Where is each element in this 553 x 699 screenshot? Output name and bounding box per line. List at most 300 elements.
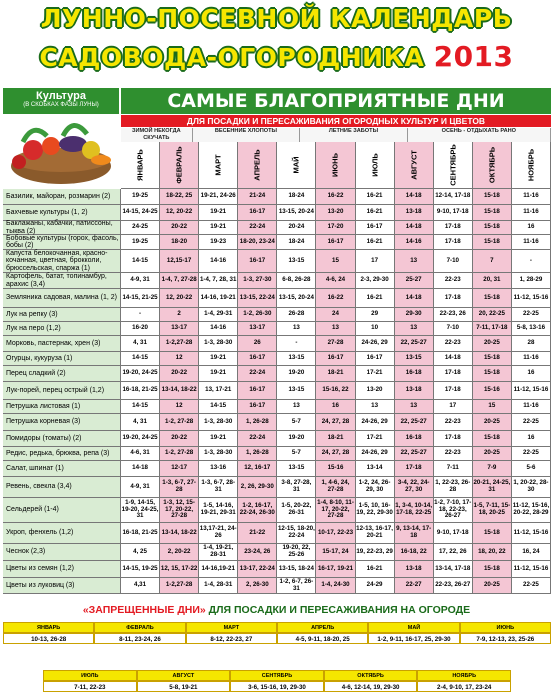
table-cell: 13 (277, 400, 316, 413)
table-cell: 13-15, 20-24 (277, 289, 316, 307)
table-cell: 20-25 (473, 578, 512, 593)
forbidden-days: 3-6, 15-16, 19, 29-30 (230, 681, 324, 692)
table-cell: 3-8, 27-28, 31 (277, 477, 316, 497)
table-cell: 2-3, 29-30 (356, 273, 395, 288)
table-cell: 13-18 (395, 382, 434, 399)
forbidden-title-rest: ДЛЯ ПОСАДКИ И ПЕРЕСАЖИВАНИЯ НА ОГОРОДЕ (205, 604, 471, 616)
table-cell: 15-18 (473, 205, 512, 220)
table-cell: 17-20 (316, 221, 355, 234)
table-cell: 16-22 (316, 189, 355, 204)
table-cell: 22-25 (512, 414, 551, 430)
table-cell: 16-17, 19-21 (316, 561, 355, 577)
table-cell: 13 (356, 400, 395, 413)
table-cell: 22-25 (512, 447, 551, 460)
table-cell: 28 (512, 336, 551, 351)
title-line2-text: САДОВОДА-ОГОРОДНИКА (39, 43, 425, 72)
table-cell: 11-12, 15-16 (512, 561, 551, 577)
table-cell: 18-22, 25 (160, 189, 199, 204)
crop-name: Цветы из семян (1,2) (3, 561, 121, 577)
forbidden-days: 2-4, 9-10, 17, 23-24 (417, 681, 511, 692)
table-cell: 19-20 (277, 366, 316, 381)
table-cell: 19-21 (199, 205, 238, 220)
table-cell: 4-9, 31 (121, 273, 160, 288)
crop-name: Лук на репку (3) (3, 308, 121, 321)
table-cell: 1-4, 24-30 (316, 578, 355, 593)
forbidden-month: МАЙ (368, 622, 459, 633)
month-header (199, 142, 238, 189)
table-cell: 15-18 (473, 431, 512, 446)
forbidden-month: АВГУСТ (137, 670, 231, 681)
table-cell: 1-2,27-28 (160, 336, 199, 351)
table-cell: 24-25 (121, 221, 160, 234)
table-cell: 1-2, 27-28 (160, 414, 199, 430)
table-row (3, 366, 551, 382)
table-cell: 15-18 (473, 561, 512, 577)
table-cell: 15-16 (316, 461, 355, 476)
table-cell: 5-8, 13-16 (512, 322, 551, 335)
table-cell: 11-16 (512, 205, 551, 220)
table-cell: 2, 26, 29-30 (238, 477, 277, 497)
table-cell: 22-27 (395, 578, 434, 593)
table-cell: 16 (512, 221, 551, 234)
table-cell: 16-17 (316, 235, 355, 249)
table-cell: 13,17-21, 24-26 (199, 523, 238, 543)
forbidden-days: 1-2, 9-11, 16-17, 25, 29-30 (368, 633, 459, 644)
table-cell: 1-3, 28-30 (199, 414, 238, 430)
table-cell: 12, 20-22 (160, 289, 199, 307)
table-cell: 13-15 (395, 352, 434, 365)
table-cell: 15 (473, 400, 512, 413)
table-cell: 16-21 (356, 235, 395, 249)
forbidden-month: СЕНТЯБРЬ (230, 670, 324, 681)
table-cell: 1, 3-4, 10-14, 17-18, 22-25 (395, 498, 434, 522)
table-cell: 16 (512, 366, 551, 381)
table-cell: 6-8, 26-28 (277, 273, 316, 288)
table-cell: 18-20, 23-24 (238, 235, 277, 249)
table-cell: 16-17 (238, 205, 277, 220)
table-cell: 13-15, 20-24 (277, 205, 316, 220)
table-row (3, 382, 551, 400)
table-cell: 14-18 (434, 352, 473, 365)
table-cell: 7-11 (434, 461, 473, 476)
table-cell: 19-25 (121, 189, 160, 204)
table-cell: 12, 15, 17-22 (160, 561, 199, 577)
table-cell: 14-15 (121, 400, 160, 413)
table-cell: 16-18, 22 (395, 544, 434, 560)
crop-name: Лук-порей, перец острый (1,2) (3, 382, 121, 399)
crop-name: Укроп, фенхель (1,2) (3, 523, 121, 543)
crop-name: Земляника садовая, малина (1, 2) (3, 289, 121, 307)
table-cell: 24-26, 29 (356, 447, 395, 460)
table-cell: 14-15 (121, 250, 160, 272)
table-cell: 16-21 (356, 561, 395, 577)
page-title (0, 0, 553, 86)
table-cell: 11-16 (512, 235, 551, 249)
table-row (3, 544, 551, 561)
culture-label: Культура (36, 90, 86, 102)
table-cell: 1-2, 24, 26-29, 30 (356, 477, 395, 497)
table-cell: 12,15-17 (160, 250, 199, 272)
month-header (121, 142, 160, 189)
table-cell: 1-2,27-28 (160, 578, 199, 593)
table-cell: 20-22 (160, 366, 199, 381)
table-cell: 11-12, 15-16 (512, 289, 551, 307)
table-row (3, 205, 551, 221)
table-cell: 11-16 (512, 189, 551, 204)
table-cell: 13-20 (316, 205, 355, 220)
month-header (473, 142, 512, 189)
table-cell: 13, 17-21 (199, 382, 238, 399)
table-cell: 1, 4-6, 24, 27-28 (316, 477, 355, 497)
forbidden-month: НОЯБРЬ (417, 670, 511, 681)
table-cell: 12, 16-17 (238, 461, 277, 476)
table-cell: 25-27 (395, 273, 434, 288)
main-banner: САМЫЕ БЛАГОПРИЯТНЫЕ ДНИ (121, 88, 551, 114)
table-cell: 2, 20-22 (160, 544, 199, 560)
table-cell: 17-18 (434, 366, 473, 381)
season-spring: ВЕСЕННИЕ ХЛОПОТЫ (193, 128, 301, 142)
table-cell: 1, 26-28 (238, 414, 277, 430)
table-cell: 18-24 (277, 189, 316, 204)
table-cell: 13-14, 18-22 (160, 382, 199, 399)
table-cell: 13-17 (238, 322, 277, 335)
table-cell: 16, 24 (512, 544, 551, 560)
table-cell: 15-18 (473, 189, 512, 204)
forbidden-month: АПРЕЛЬ (277, 622, 368, 633)
month-label: АПРЕЛЬ (252, 149, 262, 181)
table-cell: 20-22 (160, 221, 199, 234)
table-row (3, 447, 551, 461)
table-cell: 22-24 (238, 431, 277, 446)
table-cell: 19-25 (121, 235, 160, 249)
table-row (3, 221, 551, 235)
forbidden-days: 7-9, 12-13, 23, 25-26 (460, 633, 551, 644)
table-cell: 13-15, 18-24 (277, 561, 316, 577)
table-cell: 13-17, 22-24 (238, 561, 277, 577)
table-cell: 12-13, 16-17, 20-21 (356, 523, 395, 543)
table-cell: 17-18 (434, 235, 473, 249)
crop-name: Цветы из луковиц (3) (3, 578, 121, 593)
table-cell: 18-21 (316, 431, 355, 446)
table-cell: 9, 13-14, 17-18 (395, 523, 434, 543)
forbidden-days: 8-11, 23-24, 26 (94, 633, 185, 644)
table-cell: 16-17 (356, 221, 395, 234)
month-header (316, 142, 355, 189)
table-row (3, 477, 551, 498)
table-row (3, 250, 551, 273)
table-cell: 13-18 (395, 561, 434, 577)
crop-name: Петрушка листовая (1) (3, 400, 121, 413)
table-row (3, 289, 551, 308)
table-cell: 24-26, 29 (356, 336, 395, 351)
table-cell: 24-26, 29 (356, 414, 395, 430)
table-cell: 1-5, 20-22, 26-31 (277, 498, 316, 522)
table-cell: 16-17 (238, 250, 277, 272)
table-cell: 14-16, 19-21 (199, 289, 238, 307)
table-cell: 15-18 (473, 289, 512, 307)
table-row (3, 561, 551, 578)
table-cell: 1-4, 28-31 (199, 578, 238, 593)
table-cell: 19-20 (277, 431, 316, 446)
title-line2 (0, 40, 553, 73)
table-cell: 17-18 (434, 221, 473, 234)
table-cell: 14-15 (199, 400, 238, 413)
season-summer: ЛЕТНИЕ ЗАБОТЫ (300, 128, 408, 142)
table-cell: 1-5, 14-16, 19-21, 29-31 (199, 498, 238, 522)
table-cell: 14-16 (199, 250, 238, 272)
month-header (512, 142, 551, 189)
table-cell: 20-25 (473, 447, 512, 460)
table-row (3, 352, 551, 366)
table-cell: 12 (160, 400, 199, 413)
table-cell: 4-6, 24 (316, 273, 355, 288)
forbidden-days: 10-13, 26-28 (3, 633, 94, 644)
table-cell: 14-15, 19-25 (121, 561, 160, 577)
table-cell: - (121, 308, 160, 321)
forbidden-month: МАРТ (186, 622, 277, 633)
table-cell: 29 (356, 308, 395, 321)
table-cell: 13-15 (277, 250, 316, 272)
table-cell: 1-2, 16-17, 22-24, 26-30 (238, 498, 277, 522)
table-cell: 13-14, 18-22 (160, 523, 199, 543)
forbidden-days: 5-8, 19-21 (137, 681, 231, 692)
month-label: ФЕВРАЛЬ (174, 146, 184, 184)
table-cell: 22-24 (238, 366, 277, 381)
table-cell: 7-10 (434, 250, 473, 272)
table-cell: 22-25 (512, 308, 551, 321)
table-cell: 24-29 (356, 578, 395, 593)
table-cell: 2 (160, 308, 199, 321)
table-cell: 29-30 (395, 308, 434, 321)
table-cell: 15-16 (473, 382, 512, 399)
table-cell: 1-2, 27-28 (160, 447, 199, 460)
table-cell: 1-4, 8-10, 11-17, 20-22, 27-28 (316, 498, 355, 522)
crop-name: Лук на перо (1,2) (3, 322, 121, 335)
table-cell: 21-22 (238, 523, 277, 543)
month-header (434, 142, 473, 189)
table-cell: 13 (277, 322, 316, 335)
table-cell: - (512, 250, 551, 272)
table-cell: 19-20, 22, 25-26 (277, 544, 316, 560)
table-cell: 4, 25 (121, 544, 160, 560)
table-cell: 19-21 (199, 366, 238, 381)
crop-name: Картофель, батат, топинамбур, арахис (3,4) (3, 273, 121, 288)
forbidden-month: ИЮНЬ (460, 622, 551, 633)
table-cell: 19, 22-23, 29 (356, 544, 395, 560)
table-cell: 15-18 (473, 235, 512, 249)
month-label: СЕНТЯБРЬ (448, 144, 458, 186)
table-cell: 1-3, 6-7, 28-31 (199, 477, 238, 497)
table-cell: 22-23 (434, 447, 473, 460)
table-cell: 22, 25-27 (395, 447, 434, 460)
table-cell: 20-21, 24-25, 31 (473, 477, 512, 497)
table-row (3, 308, 551, 322)
table-cell: 14-15 (121, 352, 160, 365)
table-cell: 19-20, 24-25 (121, 366, 160, 381)
table-cell: 16-17 (238, 382, 277, 399)
month-label: ЯНВАРЬ (135, 149, 145, 181)
month-label: НОЯБРЬ (526, 148, 536, 182)
month-label: МАРТ (213, 154, 223, 176)
table-cell: 22-23, 26 (434, 308, 473, 321)
table-cell: 26 (238, 336, 277, 351)
table-row (3, 578, 551, 594)
table-cell: 16-18, 21-25 (121, 523, 160, 543)
table-cell: 27-28 (316, 336, 355, 351)
crop-name: Ревень, свекла (3,4) (3, 477, 121, 497)
table-cell: 16-17 (356, 352, 395, 365)
table-cell: 1, 20-22, 28-30 (512, 477, 551, 497)
month-label: АВГУСТ (409, 150, 419, 180)
month-label: ИЮНЬ (330, 153, 340, 177)
table-cell: 26-28 (277, 308, 316, 321)
table-cell: 13-20 (356, 382, 395, 399)
table-cell: 14-15, 24-25 (121, 205, 160, 220)
forbidden-month: ФЕВРАЛЬ (94, 622, 185, 633)
forbidden-month: ОКТЯБРЬ (324, 670, 418, 681)
table-row (3, 523, 551, 544)
table-cell: 19-20, 24-25 (121, 431, 160, 446)
table-cell: 15-18 (473, 523, 512, 543)
table-cell: 7 (473, 250, 512, 272)
table-cell: 22-25 (512, 578, 551, 593)
table-cell: 22-23 (434, 414, 473, 430)
table-row (3, 498, 551, 523)
table-row (3, 336, 551, 352)
table-cell: 21-24 (238, 189, 277, 204)
table-cell: 12-15, 18-20, 22-24 (277, 523, 316, 543)
table-row (3, 235, 551, 250)
table-cell: 20, 22-25 (473, 308, 512, 321)
table-cell: 1-2, 6-7, 26-31 (277, 578, 316, 593)
forbidden-month: ЯНВАРЬ (3, 622, 94, 633)
forbidden-days: 7-11, 22-23 (43, 681, 137, 692)
table-cell: 14-18 (395, 289, 434, 307)
table-cell: 1-4, 7, 28, 31 (199, 273, 238, 288)
table-cell: 10 (356, 322, 395, 335)
table-cell: 16-18, 21-25 (121, 382, 160, 399)
forbidden-values-row (43, 681, 553, 692)
table-row (3, 273, 551, 289)
table-cell: 23-24, 26 (238, 544, 277, 560)
month-header (395, 142, 434, 189)
table-row (3, 189, 551, 205)
table-cell: 5-7 (277, 447, 316, 460)
table-cell: 1, 22-23, 26-28 (434, 477, 473, 497)
table-cell: 11-12, 15-16, 20-22, 28-29 (512, 498, 551, 522)
table-cell: 1-2, 7-10, 17-18, 22-23, 26-27 (434, 498, 473, 522)
table-cell: 18-20 (160, 235, 199, 249)
table-cell: 13-14, 17-18 (434, 561, 473, 577)
table-cell: 3-4, 22, 24-27, 30 (395, 477, 434, 497)
crop-name: Огурцы, кукуруза (1) (3, 352, 121, 365)
forbidden-header-row (3, 622, 551, 633)
table-cell: 9-10, 17-18 (434, 523, 473, 543)
table-cell: 1-3, 12, 15-17, 20-22, 27-28 (160, 498, 199, 522)
table-row (3, 414, 551, 431)
table-cell: 12, 20-22 (160, 205, 199, 220)
month-label: ОКТЯБРЬ (487, 146, 497, 184)
table-cell: 7-11, 17-18 (473, 322, 512, 335)
table-cell: 17 (356, 250, 395, 272)
season-winter: ЗИМОЙ НЕКОГДА СКУЧАТЬ (121, 128, 193, 142)
table-cell: 15-18 (473, 352, 512, 365)
table-cell: 1-3, 6-7, 27-28 (160, 477, 199, 497)
table-cell: 1, 26-28 (238, 447, 277, 460)
table-cell: 19-21 (199, 431, 238, 446)
season-autumn: ОСЕНЬ - ОТДЫХАТЬ РАНО (408, 128, 551, 142)
table-cell: 20-22 (160, 431, 199, 446)
table-cell: 2, 26-30 (238, 578, 277, 593)
table-cell: 16-22 (316, 289, 355, 307)
table-cell: 1-4, 7, 27-28 (160, 273, 199, 288)
table-cell: 20-24 (277, 221, 316, 234)
table-cell: 12-17 (160, 461, 199, 476)
table-cell: 14-18 (395, 189, 434, 204)
forbidden-title (0, 604, 553, 616)
table-cell: 13-15 (277, 352, 316, 365)
table-cell: 19-21 (199, 352, 238, 365)
table-cell: 18-21 (316, 366, 355, 381)
table-cell: 4-9, 31 (121, 477, 160, 497)
table-cell: 22-23 (434, 336, 473, 351)
table-cell: 14-15, 21-25 (121, 289, 160, 307)
table-cell: 18, 20, 22 (473, 544, 512, 560)
table-cell: 5-7 (277, 414, 316, 430)
table-cell: 12-14, 17-18 (434, 189, 473, 204)
table-row (3, 461, 551, 477)
vegetable-basket-illustration (3, 114, 119, 188)
forbidden-days: 4-5, 9-11, 18-20, 25 (277, 633, 368, 644)
table-cell: 20-25 (473, 336, 512, 351)
crop-name: Баклажаны, кабачки, патиссоны, тыква (2) (3, 221, 121, 234)
table-cell: 16-18 (395, 366, 434, 381)
table-cell: 14-16,19-21 (199, 561, 238, 577)
crop-name: Базилик, майоран, розмарин (2) (3, 189, 121, 204)
table-cell: 13 (395, 250, 434, 272)
month-label: МАЙ (291, 156, 301, 174)
month-header (356, 142, 395, 189)
table-cell: 22, 25-27 (395, 336, 434, 351)
table-cell: 17-21 (356, 366, 395, 381)
table-cell: 1-5, 10, 16-19, 22, 29-30 (356, 498, 395, 522)
table-cell: 11-16 (512, 352, 551, 365)
table-cell: 15-18 (473, 366, 512, 381)
crop-name: Бахчевые культуры (1, 2) (3, 205, 121, 220)
table-cell: 17, 22, 26 (434, 544, 473, 560)
table-cell: 11-12, 15-16 (512, 523, 551, 543)
month-header-row (121, 142, 551, 189)
table-cell: 17-18 (434, 382, 473, 399)
table-cell: 22, 25-27 (395, 414, 434, 430)
table-cell: 7-9 (473, 461, 512, 476)
table-cell: 4, 31 (121, 336, 160, 351)
table-cell: 12 (160, 352, 199, 365)
table-cell: 19-23 (199, 235, 238, 249)
table-cell: 10-17, 22-23 (316, 523, 355, 543)
table-cell: 17 (434, 400, 473, 413)
table-cell: 16-17 (238, 400, 277, 413)
crop-name: Петрушка корневая (3) (3, 414, 121, 430)
table-cell: 11-16 (512, 400, 551, 413)
table-cell: 16 (512, 431, 551, 446)
table-cell: 13-15 (277, 382, 316, 399)
table-cell: 24 (316, 308, 355, 321)
table-cell: 11-12, 15-16 (512, 382, 551, 399)
table-row (3, 322, 551, 336)
crop-name: Морковь, пастернак, хрен (3) (3, 336, 121, 351)
table-cell: 18-24 (277, 235, 316, 249)
